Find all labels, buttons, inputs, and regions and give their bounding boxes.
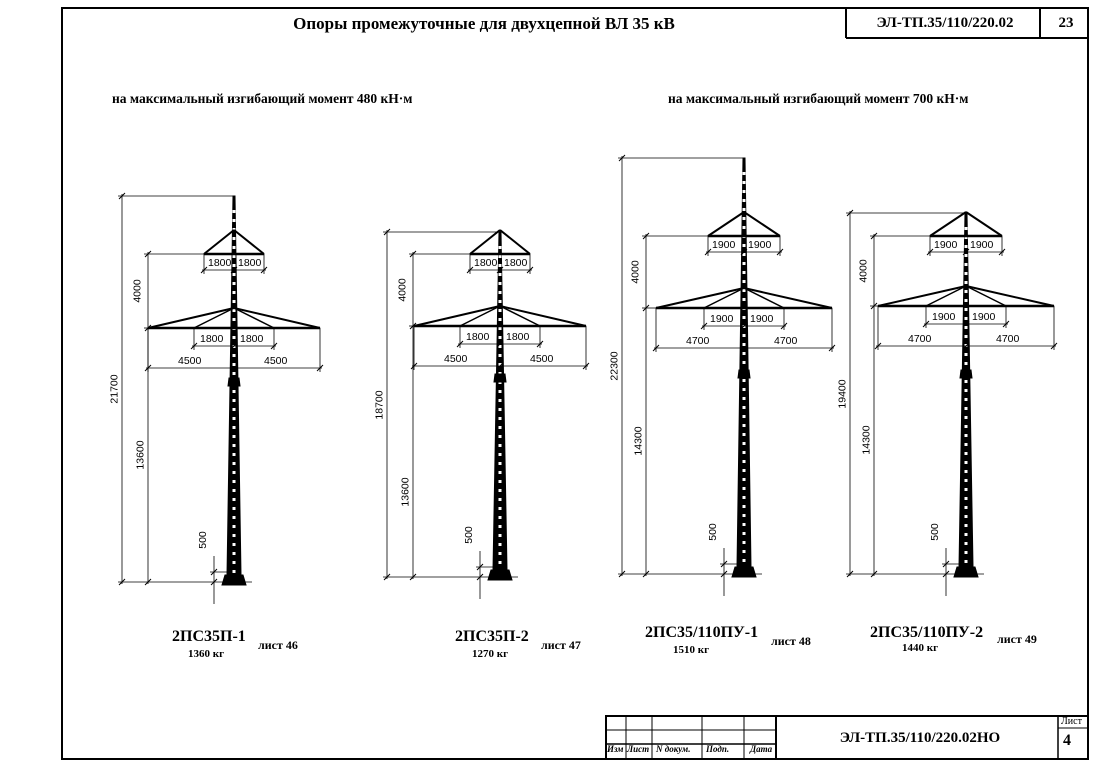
tower-4-lattice-hole bbox=[965, 335, 968, 338]
tower-2-dim-upper-left: 1800 bbox=[474, 257, 498, 269]
tower-2-lattice-hole bbox=[499, 255, 502, 258]
tower-3-joint bbox=[738, 370, 750, 378]
tower-2-lower-inner-brace-left bbox=[460, 306, 500, 326]
tower-1-lattice-hole bbox=[233, 300, 236, 303]
tower-3-lattice-hole bbox=[743, 532, 746, 535]
tower-1-lattice-hole bbox=[233, 237, 236, 240]
tower-3-lattice-hole bbox=[743, 316, 746, 319]
tower-2-lattice-hole bbox=[499, 444, 502, 447]
tower-4-lattice-hole bbox=[965, 416, 968, 419]
stamp-col-list: Лист bbox=[627, 744, 650, 754]
tower-4-mass: 1440 кг bbox=[902, 642, 939, 654]
tower-4-lattice-hole bbox=[965, 308, 968, 311]
tower-1-lattice-hole bbox=[233, 210, 236, 213]
tower-4-dim-lower-height: 14300 bbox=[860, 425, 873, 455]
tower-3-lattice-hole bbox=[743, 226, 746, 229]
tower-4-lattice-hole bbox=[965, 488, 968, 491]
tower-1-dim-upper-right: 1800 bbox=[238, 257, 262, 269]
tower-4-model: 2ПС35/110ПУ-2 bbox=[870, 624, 984, 641]
stamp-doc-code: ЭЛ-ТП.35/110/220.02НО bbox=[839, 730, 1001, 746]
tower-2-lattice-hole bbox=[499, 399, 502, 402]
tower-3-lattice-hole bbox=[743, 487, 746, 490]
tower-4-dim-outer-left: 4700 bbox=[908, 333, 932, 345]
tower-4-sheet-ref: лист 49 bbox=[997, 632, 1037, 646]
tower-3-lattice-hole bbox=[743, 361, 746, 364]
tower-4-dim-outer-right: 4700 bbox=[996, 333, 1020, 345]
tower-3-lattice-hole bbox=[743, 451, 746, 454]
tower-1-lattice-hole bbox=[233, 219, 236, 222]
towers-layer bbox=[118, 155, 1057, 604]
tower-3-lattice-hole bbox=[743, 469, 746, 472]
tower-2-dim-lower-height: 13600 bbox=[399, 476, 412, 507]
tower-1-lattice-hole bbox=[233, 372, 236, 375]
tower-3-dim-inner-right: 1900 bbox=[750, 313, 774, 325]
tower-3-lattice-hole bbox=[743, 523, 746, 526]
tower-4-lattice-hole bbox=[965, 326, 968, 329]
page-title: Опоры промежуточные для двухцепной ВЛ 35 кВ bbox=[293, 14, 675, 33]
tower-1-lattice-hole bbox=[233, 516, 236, 519]
tower-2-dim-inner-left: 1800 bbox=[466, 331, 490, 343]
tower-1-lower-brace-left bbox=[148, 308, 234, 328]
tower-1-lattice-hole bbox=[233, 435, 236, 438]
tower-4-lattice-hole bbox=[965, 452, 968, 455]
tower-2-lattice-hole bbox=[499, 417, 502, 420]
tower-4-foot bbox=[954, 567, 978, 577]
tower-2-lattice-hole bbox=[499, 336, 502, 339]
tower-3-dim-lower-height: 14300 bbox=[632, 426, 645, 456]
tower-3-upper-brace-left bbox=[708, 212, 744, 236]
tower-2-lattice-hole bbox=[499, 516, 502, 519]
tower-1-dim-inner-right: 1800 bbox=[240, 333, 264, 345]
tower-2-lattice-hole bbox=[499, 291, 502, 294]
tower-4-lattice-hole bbox=[965, 362, 968, 365]
tower-4-lattice-hole bbox=[965, 425, 968, 428]
tower-2-dim-total-label: 18700 bbox=[373, 389, 386, 420]
tower-3-lattice-hole bbox=[743, 388, 746, 391]
tower-1-lattice-hole bbox=[233, 336, 236, 339]
tower-3-lattice-hole bbox=[743, 415, 746, 418]
tower-3-model: 2ПС35/110ПУ-1 bbox=[645, 624, 759, 641]
tower-4-upper-brace-left bbox=[930, 212, 966, 236]
tower-2-lattice-hole bbox=[499, 489, 502, 492]
tower-2-lattice-hole bbox=[499, 480, 502, 483]
tower-4-lattice-hole bbox=[965, 353, 968, 356]
tower-3-lower-inner-brace-left bbox=[704, 288, 744, 308]
group-right-caption: на максимальный изгибающий момент 700 кН·м bbox=[668, 91, 969, 106]
tower-4-lattice-hole bbox=[965, 524, 968, 527]
tower-1-lattice-hole bbox=[233, 489, 236, 492]
tower-2-lattice-hole bbox=[499, 435, 502, 438]
tower-3-sheet-ref: лист 48 bbox=[771, 634, 811, 648]
tower-2-lattice-hole bbox=[499, 300, 502, 303]
tower-2-mass: 1270 кг bbox=[472, 648, 509, 660]
tower-3-lattice-hole bbox=[743, 541, 746, 544]
stamp-col-izm: Изм bbox=[607, 744, 624, 754]
tower-1-dim-footing-label: 500 bbox=[196, 531, 209, 549]
tower-1-lattice-hole bbox=[233, 399, 236, 402]
tower-4-lattice-hole bbox=[965, 290, 968, 293]
tower-2-lattice-hole bbox=[499, 309, 502, 312]
tower-2-lattice-hole bbox=[499, 273, 502, 276]
tower-4-lattice-hole bbox=[965, 245, 968, 248]
tower-3-mass: 1510 кг bbox=[673, 644, 710, 656]
tower-3-lattice-hole bbox=[743, 181, 746, 184]
tower-4-dim-inner-left: 1900 bbox=[932, 311, 956, 323]
tower-3-dim-upper-left: 1900 bbox=[712, 239, 736, 251]
tower-3-dim-upper-right: 1900 bbox=[748, 239, 772, 251]
tower-2-lattice-hole bbox=[499, 354, 502, 357]
tower-1-lattice-hole bbox=[233, 291, 236, 294]
tower-1-lattice-hole bbox=[233, 534, 236, 537]
tower-1-lattice-hole bbox=[233, 255, 236, 258]
tower-4-lattice-hole bbox=[965, 551, 968, 554]
tower-3-lattice-hole bbox=[743, 208, 746, 211]
tower-1-dim-upper-left: 1800 bbox=[208, 257, 232, 269]
tower-1-lattice-hole bbox=[233, 318, 236, 321]
tower-1-lattice-hole bbox=[233, 552, 236, 555]
tower-1-lattice-hole bbox=[233, 570, 236, 573]
tower-1-lattice-hole bbox=[233, 480, 236, 483]
tower-2-lattice-hole bbox=[499, 327, 502, 330]
tower-3-lattice-hole bbox=[743, 334, 746, 337]
tower-2-foot bbox=[488, 570, 512, 580]
tower-3-lattice-hole bbox=[743, 550, 746, 553]
tower-4-lattice-hole bbox=[965, 380, 968, 383]
tower-1-lattice-hole bbox=[233, 498, 236, 501]
tower-3-lattice-hole bbox=[743, 379, 746, 382]
tower-3-lattice-hole bbox=[743, 199, 746, 202]
tower-2-lattice-hole bbox=[499, 525, 502, 528]
tower-2-lattice-hole bbox=[499, 246, 502, 249]
tower-1-lower-inner-brace-left bbox=[194, 308, 234, 328]
tower-1-lattice-hole bbox=[233, 264, 236, 267]
tower-3-lattice-hole bbox=[743, 244, 746, 247]
tower-4-lattice-hole bbox=[965, 542, 968, 545]
tower-4-dim-footing-label: 500 bbox=[928, 523, 941, 541]
tower-1-joint bbox=[228, 378, 240, 386]
tower-2-lattice-hole bbox=[499, 471, 502, 474]
tower-3-dim-upper-spacing: 4000 bbox=[629, 260, 642, 284]
tower-2-dim-upper-right: 1800 bbox=[504, 257, 528, 269]
tower-1-dim-total-label: 21700 bbox=[108, 374, 121, 404]
tower-2-joint bbox=[494, 374, 506, 382]
tower-4-dim-upper-spacing: 4000 bbox=[857, 259, 870, 283]
stamp-list-number: 4 bbox=[1063, 732, 1071, 749]
tower-4-lattice-hole bbox=[965, 263, 968, 266]
tower-4-lattice-hole bbox=[965, 560, 968, 563]
tower-1-lower-brace-right bbox=[234, 308, 320, 328]
stamp-col-date: Дата bbox=[750, 744, 773, 754]
tower-3-lattice-hole bbox=[743, 460, 746, 463]
tower-3-lattice-hole bbox=[743, 217, 746, 220]
tower-3-lattice-hole bbox=[743, 271, 746, 274]
tower-3-lattice-hole bbox=[743, 289, 746, 292]
sheet-number: 23 bbox=[1058, 15, 1074, 31]
tower-2-lattice-hole bbox=[499, 282, 502, 285]
tower-2-lattice-hole bbox=[499, 318, 502, 321]
tower-2-upper-brace-right bbox=[500, 230, 530, 254]
tower-4-lattice-hole bbox=[965, 461, 968, 464]
tower-3-dim-total-label: 22300 bbox=[608, 351, 621, 381]
tower-4-lower-brace-left bbox=[878, 286, 966, 306]
tower-4-upper-brace-right bbox=[966, 212, 1002, 236]
tower-3-lattice-hole bbox=[743, 190, 746, 193]
tower-3-lattice-hole bbox=[743, 352, 746, 355]
tower-3-lower-brace-right bbox=[744, 288, 832, 308]
drawing-code: ЭЛ-ТП.35/110/220.02 bbox=[876, 15, 1014, 31]
tower-2-lattice-hole bbox=[499, 453, 502, 456]
tower-4-lattice-hole bbox=[965, 470, 968, 473]
tower-4-joint bbox=[960, 370, 972, 378]
tower-1-dim-upper-spacing: 4000 bbox=[131, 279, 144, 303]
tower-4-lattice-hole bbox=[965, 281, 968, 284]
tower-4-dim-inner-right: 1900 bbox=[972, 311, 996, 323]
tower-4-lattice-hole bbox=[965, 533, 968, 536]
tower-2-lattice-hole bbox=[499, 264, 502, 267]
tower-2-dim-outer-left: 4500 bbox=[444, 353, 468, 365]
tower-1-lattice-hole bbox=[233, 246, 236, 249]
tower-3-lattice-hole bbox=[743, 496, 746, 499]
tower-4-lattice-hole bbox=[965, 434, 968, 437]
tower-3-lattice-hole bbox=[743, 280, 746, 283]
tower-4-lattice-hole bbox=[965, 227, 968, 230]
tower-2-model: 2ПС35П-2 bbox=[455, 628, 529, 645]
tower-1-lattice-hole bbox=[233, 507, 236, 510]
tower-3-lattice-hole bbox=[743, 262, 746, 265]
tower-2-dim-inner-right: 1800 bbox=[506, 331, 530, 343]
tower-4-lattice-hole bbox=[965, 398, 968, 401]
tower-3-foot bbox=[732, 567, 756, 577]
tower-1-lower-inner-brace-right bbox=[234, 308, 274, 328]
tower-4-dim-total-label: 19400 bbox=[836, 378, 849, 409]
tower-1-dim-outer-right: 4500 bbox=[264, 355, 288, 367]
tower-2-lower-inner-brace-right bbox=[500, 306, 540, 326]
tower-2-lattice-hole bbox=[499, 543, 502, 546]
tower-3-lower-brace-left bbox=[656, 288, 744, 308]
tower-1-lattice-hole bbox=[233, 426, 236, 429]
tower-2-lattice-hole bbox=[499, 408, 502, 411]
tower-3-dim-outer-right: 4700 bbox=[774, 335, 798, 347]
tower-3-lattice-hole bbox=[743, 442, 746, 445]
tower-1-lattice-hole bbox=[233, 354, 236, 357]
tower-1-lattice-hole bbox=[233, 309, 236, 312]
tower-1-lattice-hole bbox=[233, 444, 236, 447]
tower-4-dim-upper-left: 1900 bbox=[934, 239, 958, 251]
tower-2-lower-brace-left bbox=[414, 306, 500, 326]
tower-1-lattice-hole bbox=[233, 453, 236, 456]
tower-4-lattice-hole bbox=[965, 299, 968, 302]
tower-3-lattice-hole bbox=[743, 298, 746, 301]
tower-1-lattice-hole bbox=[233, 462, 236, 465]
tower-1-model: 2ПС35П-1 bbox=[172, 628, 246, 645]
tower-2-lattice-hole bbox=[499, 507, 502, 510]
tower-3-lattice-hole bbox=[743, 397, 746, 400]
tower-2-dim-upper-spacing: 4000 bbox=[396, 278, 409, 302]
tower-1-lattice-hole bbox=[233, 273, 236, 276]
tower-1-lattice-hole bbox=[233, 525, 236, 528]
tower-1-dim-outer-left: 4500 bbox=[178, 355, 202, 367]
tower-1-lattice-hole bbox=[233, 363, 236, 366]
stamp-col-sign: Подп. bbox=[706, 744, 730, 754]
tower-2-dim-footing-label: 500 bbox=[462, 526, 475, 544]
stamp-list-label: Лист bbox=[1061, 716, 1082, 727]
stamp-col-doc: N докум. bbox=[656, 744, 691, 754]
tower-2-dim-outer-right: 4500 bbox=[530, 353, 554, 365]
tower-1-lattice-hole bbox=[233, 471, 236, 474]
tower-4-lattice-hole bbox=[965, 497, 968, 500]
tower-4-lattice-hole bbox=[965, 506, 968, 509]
tower-3-upper-brace-right bbox=[744, 212, 780, 236]
tower-2-lattice-hole bbox=[499, 390, 502, 393]
tower-4-lattice-hole bbox=[965, 317, 968, 320]
tower-2-lattice-hole bbox=[499, 534, 502, 537]
tower-1-sheet-ref: лист 46 bbox=[258, 638, 298, 652]
tower-2-upper-brace-left bbox=[470, 230, 500, 254]
tower-3-lattice-hole bbox=[743, 505, 746, 508]
tower-1-dim-lower-height: 13600 bbox=[134, 440, 147, 470]
tower-3-lattice-hole bbox=[743, 478, 746, 481]
tower-3-lattice-hole bbox=[743, 514, 746, 517]
tower-1-mass: 1360 кг bbox=[188, 648, 225, 660]
tower-3-dim-outer-left: 4700 bbox=[686, 335, 710, 347]
tower-4-lattice-hole bbox=[965, 407, 968, 410]
tower-1-lattice-hole bbox=[233, 390, 236, 393]
tower-3-dim-inner-left: 1900 bbox=[710, 313, 734, 325]
tower-2-lattice-hole bbox=[499, 552, 502, 555]
tower-1-upper-brace-right bbox=[234, 230, 264, 254]
tower-4-lower-brace-right bbox=[966, 286, 1054, 306]
tower-2-lattice-hole bbox=[499, 561, 502, 564]
tower-2-lattice-hole bbox=[499, 462, 502, 465]
group-left-caption: на максимальный изгибающий момент 480 кН·м bbox=[112, 91, 413, 106]
tower-4-lower-inner-brace-left bbox=[926, 286, 966, 306]
tower-3-lattice-hole bbox=[743, 343, 746, 346]
tower-1-lattice-hole bbox=[233, 543, 236, 546]
tower-3-lower-inner-brace-right bbox=[744, 288, 784, 308]
tower-3-lattice-hole bbox=[743, 172, 746, 175]
tower-4-dim-upper-right: 1900 bbox=[970, 239, 994, 251]
tower-3-dim-footing-label: 500 bbox=[706, 523, 719, 541]
tower-2-lattice-hole bbox=[499, 426, 502, 429]
tower-2-sheet-ref: лист 47 bbox=[541, 638, 581, 652]
tower-2-lower-brace-right bbox=[500, 306, 586, 326]
tower-4-lattice-hole bbox=[965, 254, 968, 257]
tower-1-lattice-hole bbox=[233, 282, 236, 285]
tower-1-foot bbox=[222, 575, 246, 585]
tower-4-lattice-hole bbox=[965, 272, 968, 275]
tower-3-lattice-hole bbox=[743, 433, 746, 436]
tower-4-lower-inner-brace-right bbox=[966, 286, 1006, 306]
tower-4-lattice-hole bbox=[965, 479, 968, 482]
tower-1-lattice-hole bbox=[233, 417, 236, 420]
tower-1-lattice-hole bbox=[233, 408, 236, 411]
tower-1-dim-inner-left: 1800 bbox=[200, 333, 224, 345]
tower-3-lattice-hole bbox=[743, 559, 746, 562]
tower-1-lattice-hole bbox=[233, 561, 236, 564]
tower-4-lattice-hole bbox=[965, 515, 968, 518]
tower-3-lattice-hole bbox=[743, 406, 746, 409]
tower-3-lattice-hole bbox=[743, 424, 746, 427]
tower-1-upper-brace-left bbox=[204, 230, 234, 254]
tower-4-lattice-hole bbox=[965, 389, 968, 392]
tower-4-lattice-hole bbox=[965, 443, 968, 446]
tower-2-lattice-hole bbox=[499, 498, 502, 501]
